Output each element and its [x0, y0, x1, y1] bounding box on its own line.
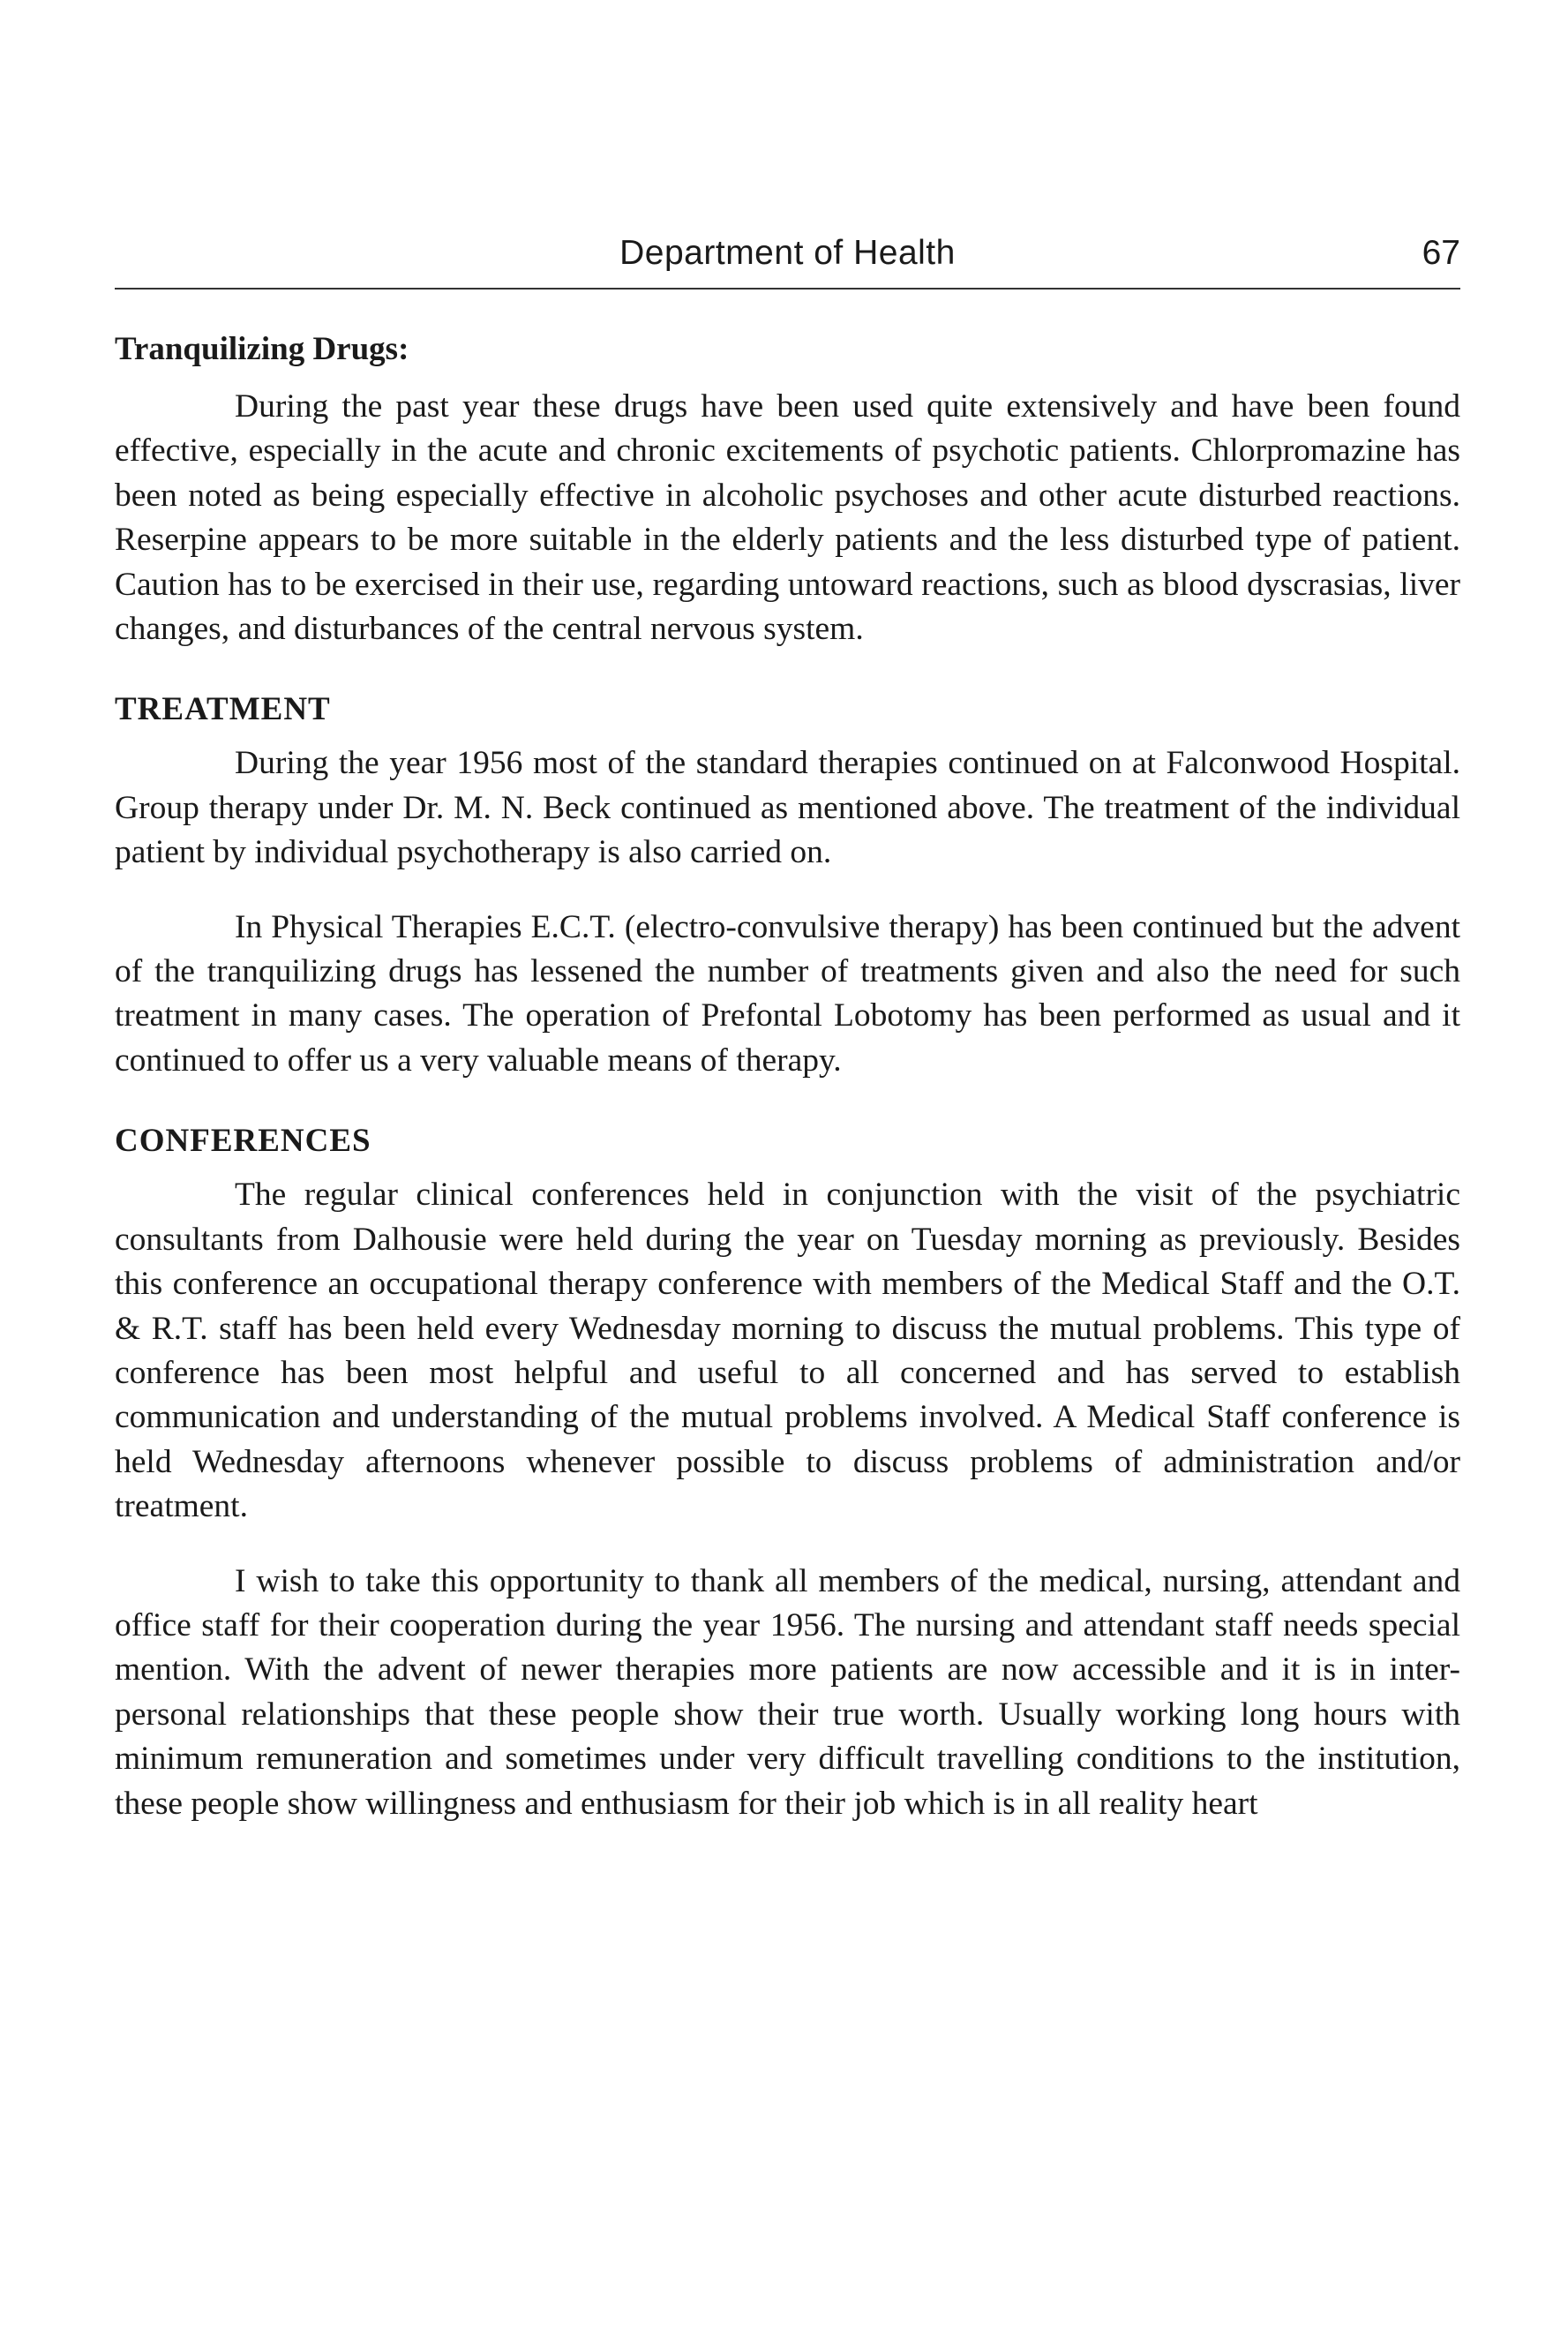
paragraph: During the year 1956 most of the standard therapies continued on at Falconwood Hospital. Group therapy under Dr. M. N. Beck continued as mentioned above. The treatment of the individual patient by individual psychotherapy is also carried on.	[115, 745, 1460, 871]
paragraph: In Physical Therapies E.C.T. (electro-convulsive therapy) has been continued but the advent of the tranquilizing drugs has lessened the number of treatments given and also the need for such treatment in many cases. The operation of Prefontal Lobotomy has been performed as usual and it continued to offer us a very valuable means of therapy.	[115, 908, 1460, 1079]
running-title: Department of Health	[619, 234, 956, 272]
section-tranquilizing-drugs	[115, 325, 1460, 651]
section-heading: TREATMENT	[115, 691, 331, 728]
paragraph: The regular clinical conferences held in conjunction with the visit of the psychiatric consultants from Dalhousie were held during the year on Tuesday morning as previously. Besides this conference an occupational therapy conference with members of the Medical Staff and the O.T. & R.T. staff has been held every Wednesday morning to discuss the mutual problems. This type of conference has been most helpful and useful to all concerned and has served to establish communication and understanding of the mutual problems involved. A Medical Staff conference is held Wednesday afternoons whenever possible to discuss problems of administration and/or treatment.	[115, 1177, 1460, 1525]
section-conferences	[115, 1117, 1460, 1826]
paragraph: I wish to take this opportunity to thank all members of the medical, nursing, attendant and office staff for their cooperation during the year 1956. The nursing and attendant staff needs special mention. With the advent of newer therapies more patients are now accessible and it is in inter-personal relationships that these people show their true worth. Usually working long hours with minimum remuneration and sometimes under very difficult travelling conditions to the institution, these people show willingness and enthusiasm for their job which is in all reality heart	[115, 1562, 1460, 1822]
section-heading: CONFERENCES	[115, 1123, 371, 1160]
paragraph: During the past year these drugs have been used quite extensively and have been found effective, especially in the acute and chronic excitements of psychotic patients. Chlorpromazine has been noted as being especially effective in alcoholic psychoses and other acute disturbed reactions. Reserpine appears to be more suitable in the elderly patients and the less disturbed type of patient. Caution has to be exercised in their use, regarding untoward reactions, such as blood dyscrasias, liver changes, and disturbances of the central nervous system.	[115, 388, 1460, 648]
header-rule	[115, 288, 1460, 290]
section-treatment	[115, 685, 1460, 1083]
document-page	[115, 0, 1460, 2339]
page-number: 67	[1422, 234, 1460, 272]
page-body	[115, 309, 1460, 1826]
running-header	[115, 231, 1460, 284]
section-heading: Tranquilizing Drugs:	[115, 331, 409, 367]
